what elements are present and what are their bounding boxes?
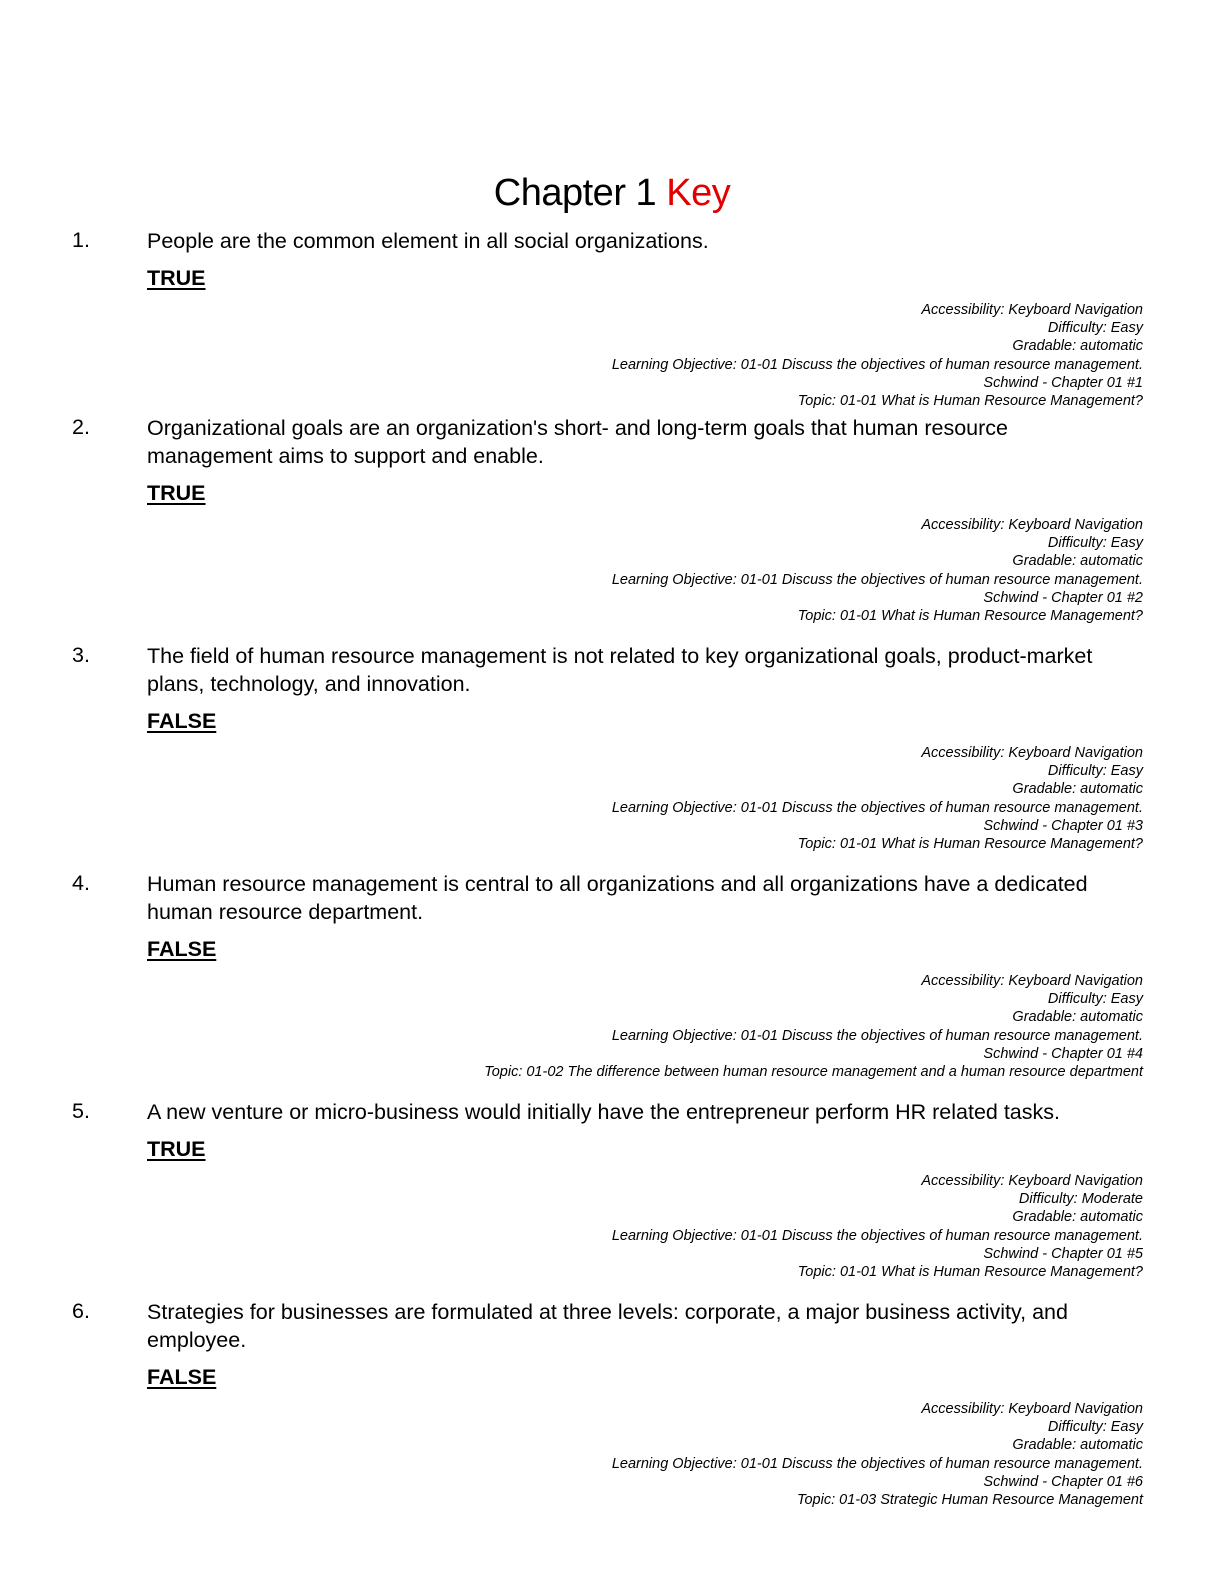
- question-item: [0, 413, 1224, 641]
- question-number: 4.: [72, 871, 90, 895]
- meta-gradable: Gradable: automatic: [1012, 1209, 1143, 1226]
- meta-topic: Topic: 01-01 What is Human Resource Management?: [797, 836, 1143, 853]
- meta-source: Schwind - Chapter 01 #2: [983, 589, 1143, 606]
- meta-gradable: Gradable: automatic: [1012, 1009, 1143, 1026]
- question-number: 6.: [72, 1299, 90, 1323]
- question-item: [0, 1097, 1224, 1297]
- question-metadata: [0, 1172, 1143, 1281]
- question-item: [0, 641, 1224, 869]
- question-item: [0, 869, 1224, 1097]
- meta-learning-objective: Learning Objective: 01-01 Discuss the objectives of human resource management.: [611, 799, 1143, 816]
- question-number: 5.: [72, 1099, 90, 1123]
- meta-gradable: Gradable: automatic: [1012, 1437, 1143, 1454]
- meta-learning-objective: Learning Objective: 01-01 Discuss the objectives of human resource management.: [611, 1027, 1143, 1044]
- meta-topic: Topic: 01-03 Strategic Human Resource Management: [796, 1492, 1143, 1509]
- meta-accessibility: Accessibility: Keyboard Navigation: [921, 302, 1143, 318]
- meta-topic: Topic: 01-01 What is Human Resource Management?: [797, 608, 1143, 625]
- question-metadata: [0, 516, 1143, 625]
- answer-label: FALSE: [147, 1365, 217, 1389]
- meta-gradable: Gradable: automatic: [1012, 338, 1143, 355]
- meta-difficulty: Difficulty: Easy: [1047, 991, 1143, 1008]
- meta-accessibility: Accessibility: Keyboard Navigation: [921, 973, 1143, 989]
- meta-accessibility: Accessibility: Keyboard Navigation: [921, 1401, 1143, 1417]
- meta-difficulty: Difficulty: Easy: [1047, 1419, 1143, 1436]
- answer-label: FALSE: [147, 709, 217, 733]
- question-number: 2.: [72, 415, 90, 439]
- meta-source: Schwind - Chapter 01 #4: [983, 1045, 1143, 1062]
- meta-learning-objective: Learning Objective: 01-01 Discuss the objectives of human resource management.: [611, 1227, 1143, 1244]
- question-metadata: [0, 972, 1143, 1081]
- answer-label: FALSE: [147, 937, 217, 961]
- question-item: [0, 226, 1224, 413]
- question-list: [0, 226, 1224, 1525]
- question-item: [0, 1297, 1224, 1525]
- answer-label: TRUE: [147, 481, 206, 505]
- meta-source: Schwind - Chapter 01 #5: [983, 1245, 1143, 1262]
- meta-source: Schwind - Chapter 01 #3: [983, 817, 1143, 834]
- meta-source: Schwind - Chapter 01 #1: [983, 374, 1143, 391]
- question-text: People are the common element in all social organizations.: [147, 229, 709, 253]
- meta-accessibility: Accessibility: Keyboard Navigation: [921, 1173, 1143, 1189]
- meta-learning-objective: Learning Objective: 01-01 Discuss the objectives of human resource management.: [611, 356, 1143, 373]
- question-metadata: [0, 744, 1143, 853]
- meta-accessibility: Accessibility: Keyboard Navigation: [921, 517, 1143, 533]
- meta-accessibility: Accessibility: Keyboard Navigation: [921, 745, 1143, 761]
- meta-source: Schwind - Chapter 01 #6: [983, 1473, 1143, 1490]
- meta-difficulty: Difficulty: Easy: [1047, 535, 1143, 552]
- question-number: 3.: [72, 643, 90, 667]
- meta-gradable: Gradable: automatic: [1012, 781, 1143, 798]
- answer-label: TRUE: [147, 266, 206, 290]
- meta-difficulty: Difficulty: Moderate: [1018, 1191, 1143, 1208]
- page-title: [0, 170, 1224, 216]
- meta-topic: Topic: 01-01 What is Human Resource Management?: [797, 393, 1143, 410]
- page-title-accent: Key: [666, 172, 731, 214]
- meta-difficulty: Difficulty: Easy: [1047, 763, 1143, 780]
- question-text: Organizational goals are an organization's short- and long-term goals that human resource management aims to support and enable.: [147, 416, 1009, 468]
- question-text: The field of human resource management is not related to key organizational goals, product-market plans, technology, and innovation.: [147, 644, 1093, 696]
- question-metadata: [0, 301, 1143, 410]
- question-metadata: [0, 1400, 1143, 1509]
- answer-label: TRUE: [147, 1137, 206, 1161]
- question-text: Strategies for businesses are formulated at three levels: corporate, a major business activity, and employee.: [147, 1300, 1068, 1352]
- meta-topic: Topic: 01-01 What is Human Resource Management?: [797, 1264, 1143, 1281]
- meta-gradable: Gradable: automatic: [1012, 553, 1143, 570]
- meta-learning-objective: Learning Objective: 01-01 Discuss the objectives of human resource management.: [611, 1455, 1143, 1472]
- meta-topic: Topic: 01-02 The difference between human resource management and a human resource department: [484, 1064, 1143, 1081]
- meta-learning-objective: Learning Objective: 01-01 Discuss the objectives of human resource management.: [611, 571, 1143, 588]
- question-text: Human resource management is central to all organizations and all organizations have a dedicated human resource department.: [147, 872, 1088, 924]
- question-number: 1.: [72, 228, 90, 252]
- page-title-main: Chapter 1: [493, 172, 657, 214]
- meta-difficulty: Difficulty: Easy: [1047, 320, 1143, 337]
- question-text: A new venture or micro-business would initially have the entrepreneur perform HR related tasks.: [147, 1100, 1060, 1124]
